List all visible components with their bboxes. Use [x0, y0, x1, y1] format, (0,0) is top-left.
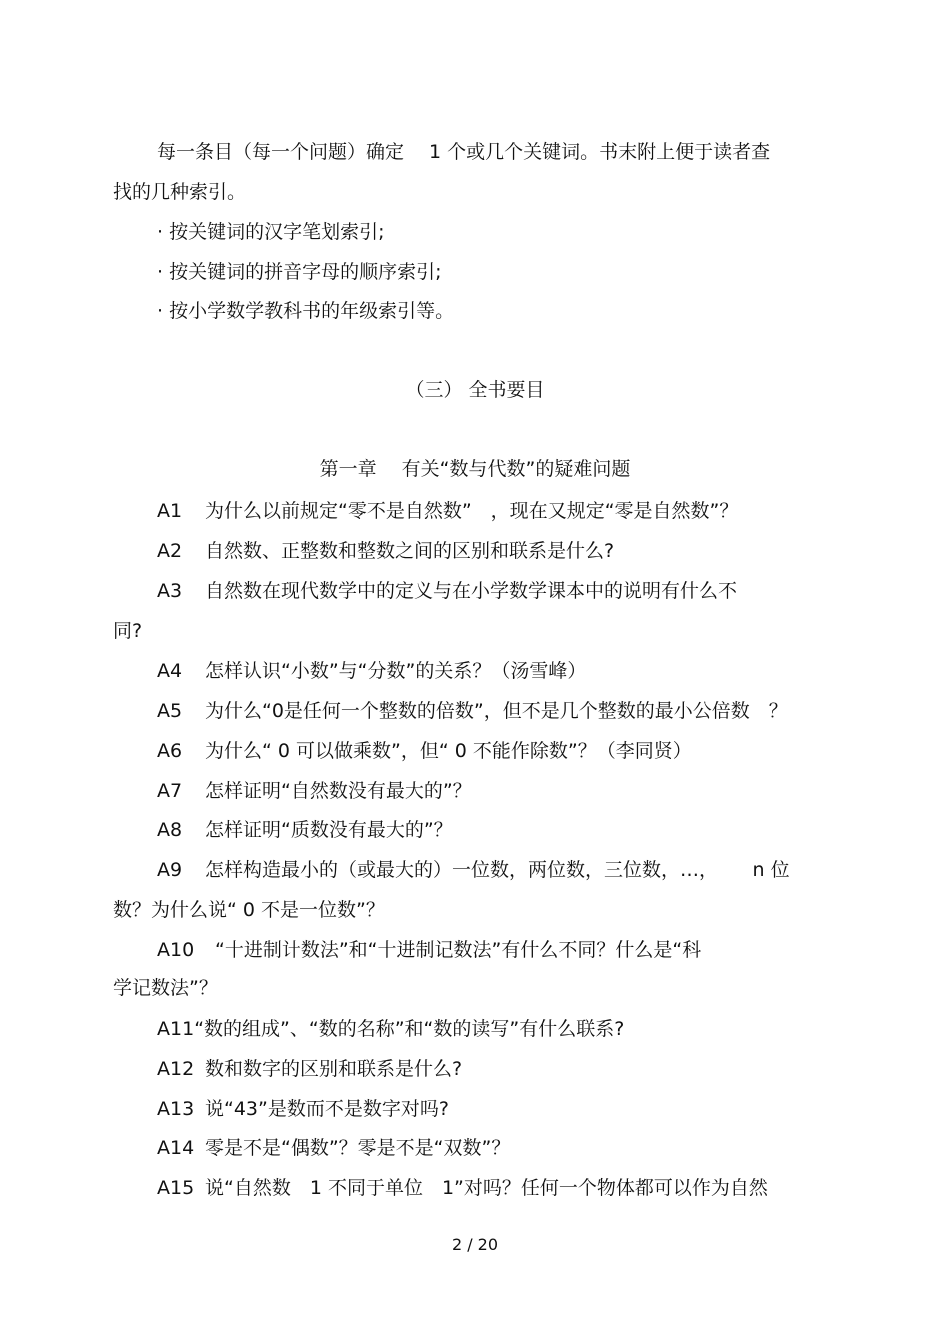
- page-number: 2 / 20: [451, 1235, 499, 1254]
- question-text: 自然数在现代数学中的定义与在小学数学课本中的说明有什么不: [205, 580, 738, 602]
- chapter-title: 第一章 有关“数与代数”的疑难问题: [319, 458, 631, 480]
- question-text: 说“自然数 1 不同于单位 1”对吗？任何一个物体都可以作为自然: [205, 1177, 768, 1199]
- question-text: 自然数、正整数和整数之间的区别和联系是什么?: [205, 540, 615, 562]
- question-text: 怎样认识“小数”与“分数”的关系？（汤雪峰）: [205, 660, 587, 682]
- question-item: [157, 739, 692, 763]
- question-id: A11: [157, 1018, 195, 1040]
- question-item: [157, 579, 737, 603]
- question-item: [157, 499, 738, 523]
- question-item: [157, 858, 790, 882]
- question-id: A6: [157, 740, 183, 762]
- question-item: [157, 1097, 449, 1121]
- question-id: A4: [157, 660, 183, 682]
- question-id: A2: [157, 540, 183, 562]
- question-item: [157, 1057, 462, 1081]
- bullet-item: · 按小学数学教科书的年级索引等。: [157, 300, 455, 322]
- question-continuation: 数？为什么说“ 0 不是一位数”？: [113, 899, 385, 921]
- question-id: A14: [157, 1137, 195, 1159]
- question-id: A12: [157, 1058, 195, 1080]
- bullet-item: · 按关键词的拼音字母的顺序索引;: [157, 261, 442, 283]
- bullet-item: · 按关键词的汉字笔划索引;: [157, 221, 385, 243]
- intro-line-2: 找的几种索引。: [113, 181, 247, 203]
- question-id: A1: [157, 500, 183, 522]
- question-item: [157, 1136, 510, 1160]
- question-id: A5: [157, 700, 183, 722]
- question-item: [157, 699, 788, 723]
- question-id: A7: [157, 780, 183, 802]
- question-item: [157, 659, 586, 683]
- question-text: 怎样证明“质数没有最大的”？: [205, 819, 453, 841]
- question-text: 为什么“ 0 可以做乘数”，但“ 0 不能作除数”？（李同贤）: [205, 740, 692, 762]
- question-text: “数的组成”、“数的名称”和“数的读写”有什么联系?: [194, 1018, 625, 1040]
- question-text: 说“43”是数而不是数字对吗?: [205, 1098, 449, 1120]
- question-text: 怎样证明“自然数没有最大的”？: [205, 780, 472, 802]
- question-continuation: 学记数法”？: [113, 977, 218, 999]
- section-title: （三） 全书要目: [405, 379, 545, 401]
- question-text: 零是不是“偶数”？零是不是“双数”？: [205, 1137, 511, 1159]
- question-item: [157, 1017, 624, 1041]
- question-id: A3: [157, 580, 183, 602]
- question-text: “十进制计数法”和“十进制记数法”有什么不同？什么是“科: [215, 939, 702, 961]
- question-item: [157, 539, 614, 563]
- question-text: 数和数字的区别和联系是什么?: [205, 1058, 463, 1080]
- question-item: [157, 938, 701, 962]
- question-item: [157, 1176, 768, 1200]
- question-text: 怎样构造最小的（或最大的）一位数，两位数，三位数，…， n 位: [205, 859, 790, 881]
- question-id: A9: [157, 859, 183, 881]
- question-id: A10: [157, 939, 195, 961]
- intro-line-1: 每一条目（每一个问题）确定 1 个或几个关键词。书末附上便于读者查: [157, 141, 771, 163]
- question-id: A8: [157, 819, 183, 841]
- question-continuation: 同?: [113, 620, 143, 642]
- question-id: A13: [157, 1098, 195, 1120]
- question-item: [157, 818, 453, 842]
- question-id: A15: [157, 1177, 195, 1199]
- question-item: [157, 779, 472, 803]
- question-text: 为什么“0是任何一个整数的倍数”，但不是几个整数的最小公倍数 ？: [205, 700, 788, 722]
- question-text: 为什么以前规定“零不是自然数” ，现在又规定“零是自然数”？: [205, 500, 739, 522]
